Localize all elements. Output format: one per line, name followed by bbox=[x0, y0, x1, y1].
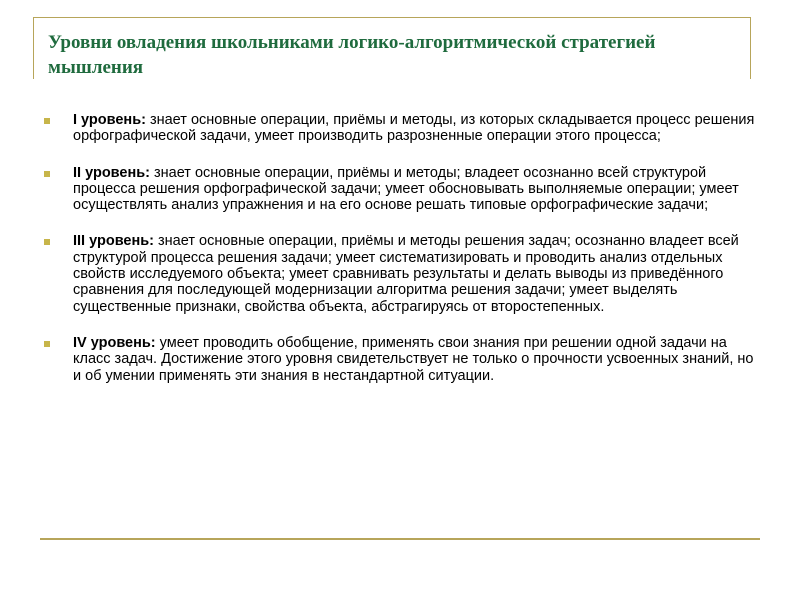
level-label: III уровень: bbox=[73, 233, 154, 250]
level-label: I уровень: bbox=[73, 112, 146, 128]
frame-top-line bbox=[33, 17, 750, 18]
level-description: знает основные операции, приёмы и методы решения задач; осознанно владеет всей структурой процесса решения задачи; умеет систематизировать и проводить анализ отдельных свойств исследуемого объекта; умеет сравнивать результаты и делать выводы из приведённого сравнения для последующей модернизации алгоритма решения задачи; умеет выделять существенные признаки, свойства объекта, абстрагируясь от второстепенных. bbox=[73, 233, 739, 315]
slide-title: Уровни овладения школьниками логико-алгоритмической стратегией мышления bbox=[48, 32, 656, 78]
list-item-level-2 bbox=[40, 165, 755, 214]
list-item-level-4 bbox=[40, 335, 755, 384]
bullet-list bbox=[40, 112, 755, 404]
level-description: знает основные операции, приёмы и методы; владеет осознанно всей структурой процесса решения орфографической задачи; умеет обосновывать выполняемые операции; умеет осуществлять анализ упражнения и на его основе решать типовые орфографические задачи; bbox=[73, 164, 739, 214]
level-description: знает основные операции, приёмы и методы, из которых складывается процесс решения орфографической задачи, умеет производить разрозненные операции этого процесса; bbox=[73, 112, 755, 145]
list-item-level-3 bbox=[40, 233, 755, 314]
level-description: умеет проводить обобщение, применять свои знания при решении одной задачи на класс задач. Достижение этого уровня свидетельствует не только о прочности усвоенных знаний, но и об умении применять эти знания в нестандартной ситуации. bbox=[73, 334, 754, 384]
list-item-level-1 bbox=[40, 112, 755, 145]
square-bullet-icon bbox=[44, 171, 50, 177]
frame-right-line bbox=[750, 17, 751, 79]
level-label: II уровень: bbox=[73, 164, 150, 181]
frame-left-line bbox=[33, 17, 34, 79]
square-bullet-icon bbox=[44, 239, 50, 245]
square-bullet-icon bbox=[44, 341, 50, 347]
square-bullet-icon bbox=[44, 118, 50, 124]
frame-bottom-line bbox=[40, 538, 760, 540]
level-label: IV уровень: bbox=[73, 334, 156, 351]
